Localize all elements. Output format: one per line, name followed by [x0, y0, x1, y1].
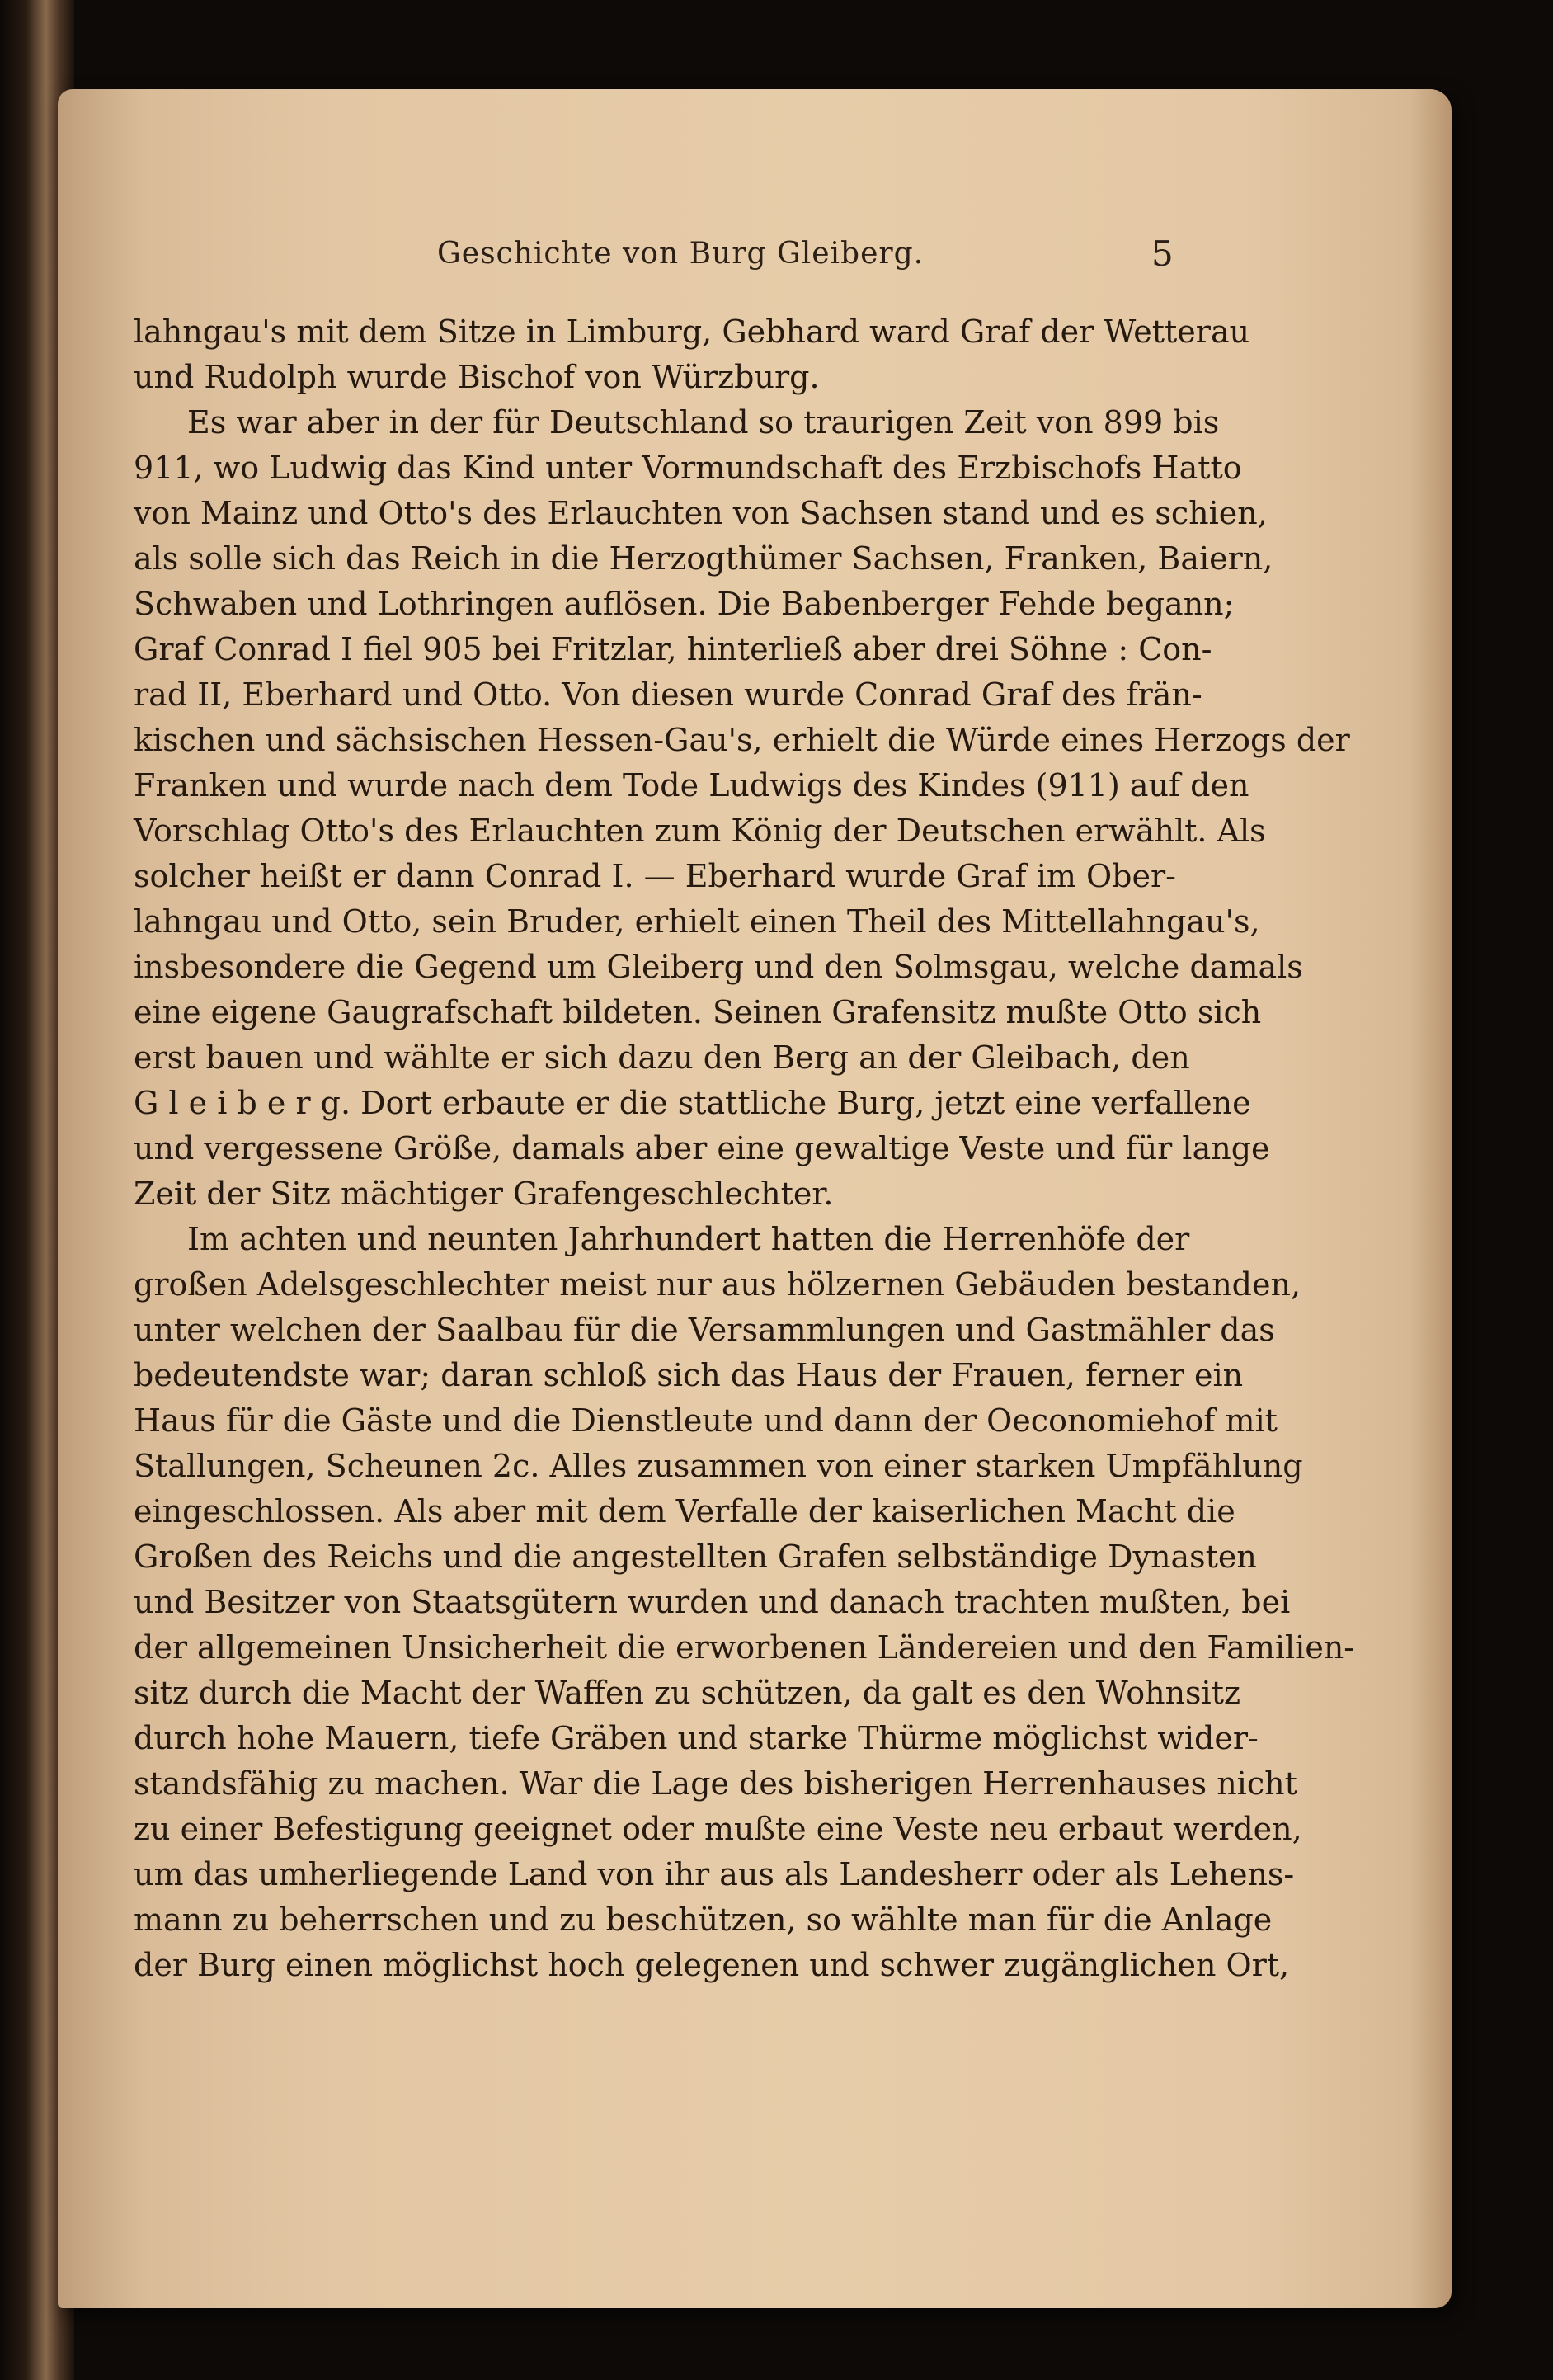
text-line: rad II, Eberhard und Otto. Von diesen wurde Conrad Graf des frän- — [134, 676, 1202, 713]
text-line: insbesondere die Gegend um Gleiberg und den Solmsgau, welche damals — [134, 949, 1303, 985]
text-line: der allgemeinen Unsicherheit die erworbenen Ländereien und den Familien- — [134, 1629, 1355, 1666]
text-line: Großen des Reichs und die angestellten Grafen selbständige Dynasten — [134, 1539, 1257, 1575]
text-line: durch hohe Mauern, tiefe Gräben und starke Thürme möglichst wider- — [134, 1720, 1259, 1756]
text-line: sitz durch die Macht der Waffen zu schützen, da galt es den Wohnsitz — [134, 1675, 1240, 1711]
page-header — [0, 233, 1553, 278]
text-line: 911, wo Ludwig das Kind unter Vormundschaft des Erzbischofs Hatto — [134, 450, 1242, 486]
text-line: und vergessene Größe, damals aber eine gewaltige Veste und für lange — [134, 1130, 1270, 1166]
text-line: Haus für die Gäste und die Dienstleute und dann der Oeconomiehof mit — [134, 1402, 1278, 1439]
text-line: eingeschlossen. Als aber mit dem Verfalle der kaiserlichen Macht die — [134, 1493, 1235, 1529]
text-line: großen Adelsgeschlechter meist nur aus hölzernen Gebäuden bestanden, — [134, 1266, 1301, 1303]
text-line: Vorschlag Otto's des Erlauchten zum König der Deutschen erwählt. Als — [134, 813, 1266, 849]
text-line: lahngau's mit dem Sitze in Limburg, Gebhard ward Graf der Wetterau — [134, 313, 1250, 350]
text-line: Im achten und neunten Jahrhundert hatten die Herrenhöfe der — [187, 1221, 1190, 1257]
page-number: 5 — [1151, 233, 1174, 274]
text-line: als solle sich das Reich in die Herzogthümer Sachsen, Franken, Baiern, — [134, 540, 1273, 577]
text-line: Schwaben und Lothringen auflösen. Die Babenberger Fehde begann; — [134, 586, 1235, 622]
text-line: G l e i b e r g. Dort erbaute er die stattliche Burg, jetzt eine verfallene — [134, 1085, 1251, 1121]
text-line: mann zu beherrschen und zu beschützen, so wählte man für die Anlage — [134, 1902, 1273, 1938]
text-line: lahngau und Otto, sein Bruder, erhielt einen Theil des Mittellahngau's, — [134, 903, 1260, 940]
text-line: eine eigene Gaugrafschaft bildeten. Seinen Grafensitz mußte Otto sich — [134, 994, 1262, 1030]
text-line: und Rudolph wurde Bischof von Würzburg. — [134, 359, 820, 395]
text-line: unter welchen der Saalbau für die Versammlungen und Gastmähler das — [134, 1312, 1275, 1348]
text-line: Graf Conrad I fiel 905 bei Fritzlar, hinterließ aber drei Söhne : Con- — [134, 631, 1212, 667]
text-line: Es war aber in der für Deutschland so traurigen Zeit von 899 bis — [187, 404, 1220, 441]
text-line: Franken und wurde nach dem Tode Ludwigs des Kindes (911) auf den — [134, 767, 1249, 804]
text-line: bedeutendste war; daran schloß sich das Haus der Frauen, ferner ein — [134, 1357, 1244, 1393]
running-title: Geschichte von Burg Gleiberg. — [437, 237, 925, 271]
text-line: und Besitzer von Staatsgütern wurden und danach trachten mußten, bei — [134, 1584, 1291, 1620]
text-line: erst bauen und wählte er sich dazu den Berg an der Gleibach, den — [134, 1039, 1190, 1076]
text-line: Zeit der Sitz mächtiger Grafengeschlechter. — [134, 1176, 834, 1212]
text-line: zu einer Befestigung geeignet oder mußte eine Veste neu erbaut werden, — [134, 1811, 1302, 1847]
body-text — [134, 309, 1355, 1988]
text-line: kischen und sächsischen Hessen-Gau's, erhielt die Würde eines Herzogs der — [134, 722, 1350, 758]
text-line: um das umherliegende Land von ihr aus als Landesherr oder als Lehens- — [134, 1856, 1295, 1892]
text-line: standsfähig zu machen. War die Lage des bisherigen Herrenhauses nicht — [134, 1765, 1297, 1802]
text-line: der Burg einen möglichst hoch gelegenen und schwer zugänglichen Ort, — [134, 1947, 1290, 1983]
text-line: Stallungen, Scheunen 2c. Alles zusammen von einer starken Umpfählung — [134, 1448, 1303, 1484]
text-line: von Mainz und Otto's des Erlauchten von Sachsen stand und es schien, — [134, 495, 1268, 531]
text-line: solcher heißt er dann Conrad I. — Eberhard wurde Graf im Ober- — [134, 858, 1176, 894]
